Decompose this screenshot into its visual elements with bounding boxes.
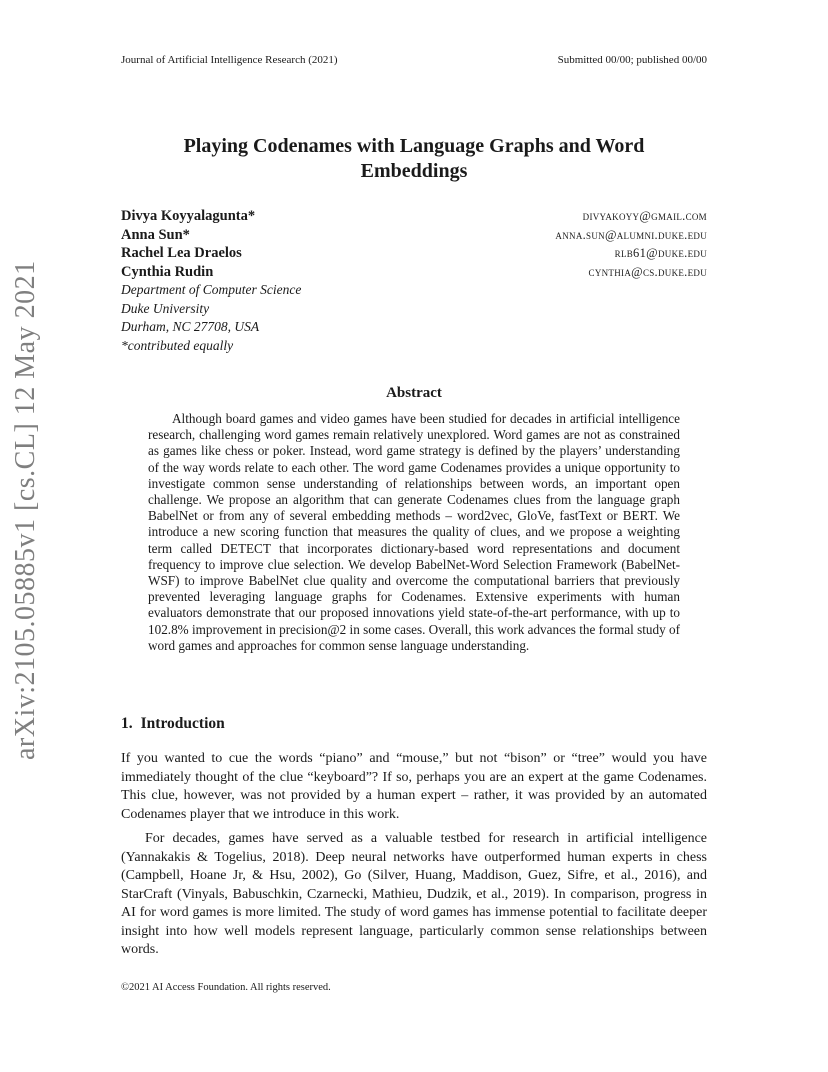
section-title: Introduction — [140, 715, 225, 732]
abstract-heading: Abstract — [386, 385, 442, 401]
journal-header: Journal of Artificial Intelligence Research (2021) — [121, 54, 338, 66]
section-number: 1. — [121, 715, 133, 732]
abstract-text: Although board games and video games have been studied for decades in artificial intelligence research, challenging word games remain relatively unexplored. Word games are not as constrained as games like chess or poker. Instead, word game strategy is defined by the players’ understanding of the way words relate to each other. The word game Codenames provides a unique opportunity to investigate common sense understanding of relationships between words, an important open challenge. We propose an algorithm that can generate Codenames clues from the language graph BabelNet or from any of several embedding methods – word2vec, GloVe, fastText or BERT. We introduce a new scoring function that measures the quality of clues, and we propose a weighting term called DETECT that incorporates dictionary-based word representations and document frequency to improve clue selection. We develop BabelNet-Word Selection Framework (BabelNet-WSF) to improve BabelNet clue quality and overcome the computational barriers that previously prevented leveraging language graphs for Codenames. Extensive experiments with human evaluators demonstrate that our proposed innovations yield state-of-the-art performance, with up to 102.8% improvement in precision@2 in some cases. Overall, this work advances the formal study of word games and approaches for common sense language understanding. — [148, 411, 680, 653]
author-name: Rachel Lea Draelos — [121, 245, 242, 261]
affiliation-department: Department of Computer Science — [121, 282, 302, 297]
affiliation-university: Duke University — [121, 300, 210, 316]
author-email[interactable]: divyakoyy@gmail.com — [582, 209, 707, 223]
author-email[interactable]: anna.sun@alumni.duke.edu — [555, 227, 707, 242]
intro-paragraph-1: If you wanted to cue the words “piano” and “mouse,” but not “bison” or “tree” would you have immediately thought of the clue “keyboard”? If so, perhaps you are an expert at the game Codenames. This clue, however, was not provided by a human expert – rather, it was provided by an automated Codenames player that we introduce in this work. — [121, 751, 707, 822]
author-row — [121, 226, 707, 245]
author-row — [121, 244, 707, 263]
author-row — [121, 263, 707, 282]
arxiv-stamp: arXiv:2105.05885v1 [cs.CL] 12 May 2021 — [10, 260, 41, 760]
section-heading-introduction — [121, 715, 225, 733]
equal-contribution-note: *contributed equally — [121, 337, 234, 353]
author-name: Divya Koyyalagunta* — [121, 208, 256, 224]
author-name: Cynthia Rudin — [121, 263, 214, 280]
author-email[interactable]: cynthia@cs.duke.edu — [588, 264, 707, 279]
introduction-body — [121, 750, 707, 966]
title-line-1: Playing Codenames with Language Graphs and Word — [183, 135, 645, 157]
author-block — [121, 207, 707, 355]
author-row — [121, 207, 707, 226]
affiliation-location: Durham, NC 27708, USA — [121, 319, 260, 334]
submission-dates: Submitted 00/00; published 00/00 — [557, 54, 707, 66]
author-email[interactable]: rlb61@duke.edu — [614, 246, 707, 260]
title-line-2: Embeddings — [360, 160, 468, 182]
paper-title — [121, 134, 707, 184]
intro-paragraph-2: For decades, games have served as a valuable testbed for research in artificial intelligence (Yannakakis & Togelius, 2018). Deep neural networks have outperformed human experts in chess (Campbell, Hoane Jr, & Hsu, 2002), Go (Silver, Huang, Maddison, Guez, Sifre, et al., 2016), and StarCraft (Vinyals, Babuschkin, Czarnecki, Mathieu, Dudzik, et al., 2019). In comparison, progress in AI for word games is more limited. The study of word games has immense potential to facilitate deeper insight into how well models represent language, particularly common sense relationships between words. — [121, 831, 707, 957]
copyright-footer: ©2021 AI Access Foundation. All rights reserved. — [121, 982, 331, 993]
author-name: Anna Sun* — [121, 226, 190, 243]
